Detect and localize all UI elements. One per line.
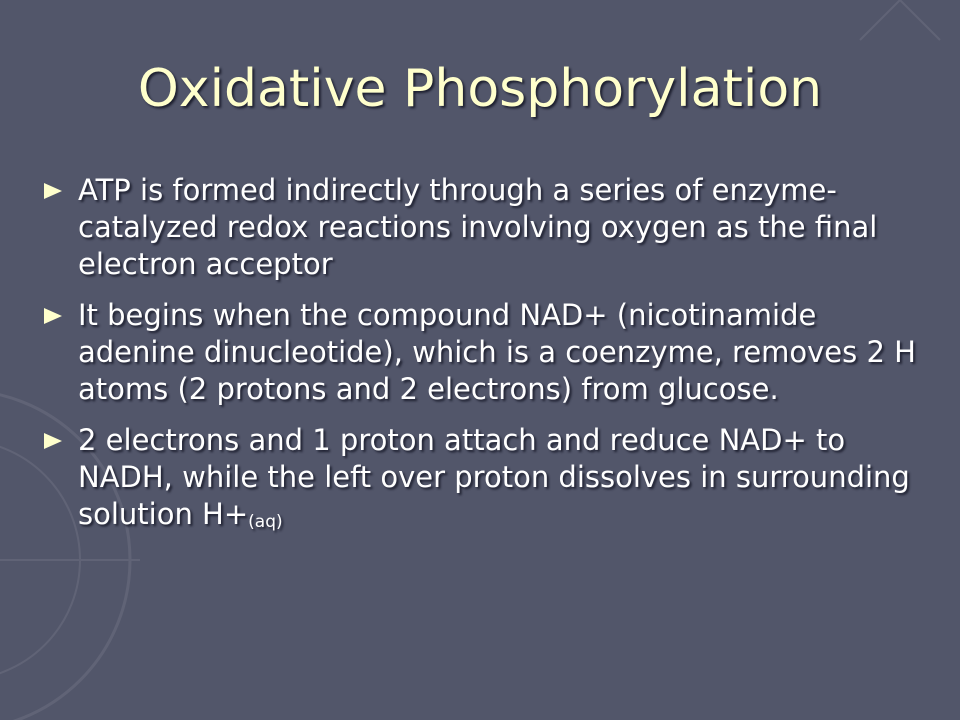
slide-title: Oxidative Phosphorylation <box>137 59 823 119</box>
bullet-item <box>44 422 924 541</box>
bullet-text: ATP is formed indirectly through a series of enzyme-catalyzed redox reactions involving oxygen as the final electron acceptor <box>78 173 878 281</box>
triangle-right-icon <box>44 308 62 324</box>
bullet-list <box>44 172 924 555</box>
bullet-item <box>44 172 924 283</box>
bullet-subscript: (aq) <box>248 512 283 532</box>
bullet-text: 2 electrons and 1 proton attach and reduce NAD+ to NADH, while the left over proton dissolves in surrounding solution H+ <box>78 423 910 531</box>
triangle-right-icon <box>44 433 62 449</box>
bullet-item <box>44 297 924 408</box>
bullet-text: It begins when the compound NAD+ (nicotinamide adenine dinucleotide), which is a coenzyme, removes 2 H atoms (2 protons and 2 electrons) from glucose. <box>78 298 916 406</box>
triangle-right-icon <box>44 183 62 199</box>
